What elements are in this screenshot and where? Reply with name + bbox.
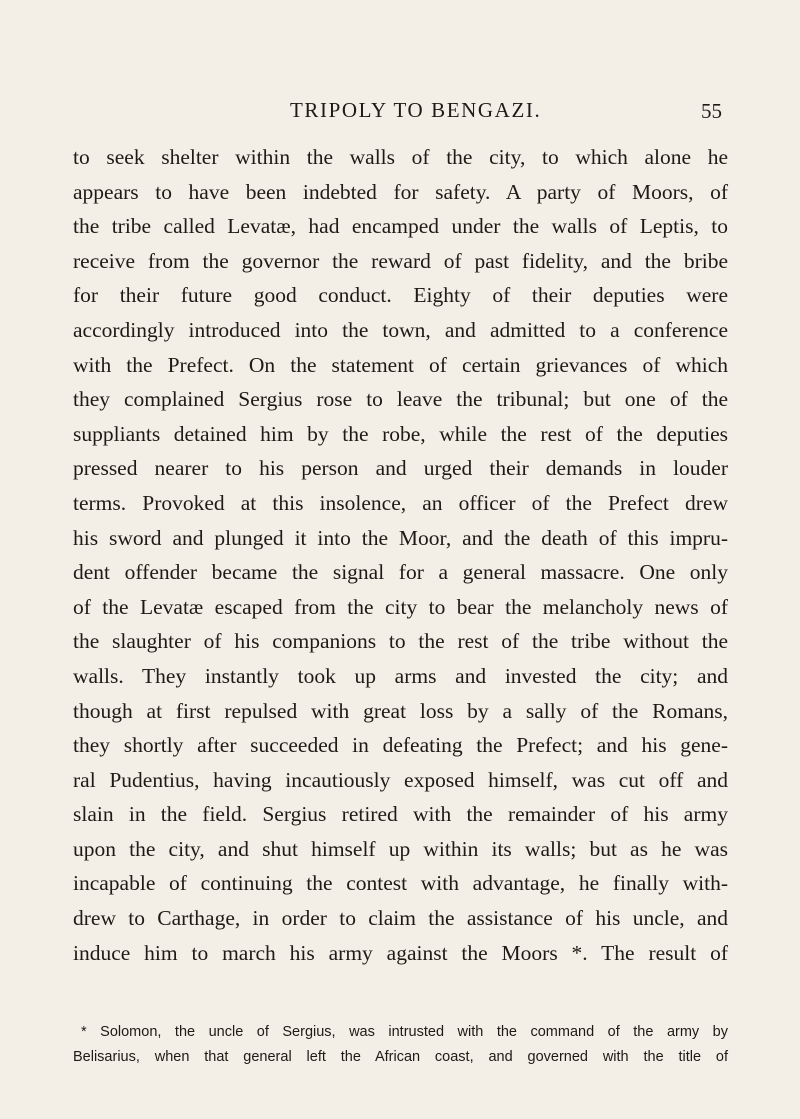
footnote — [73, 1020, 728, 1070]
text-line: pressed nearer to his person and urged their demands in louder — [73, 456, 728, 481]
text-line: for their future good conduct. Eighty of their deputies were — [73, 283, 728, 308]
footnote-line: * Solomon, the uncle of Sergius, was intrusted with the command of the army by — [81, 1024, 728, 1040]
text-line: walls. They instantly took up arms and invested the city; and — [73, 663, 728, 688]
text-line: to seek shelter within the walls of the city, to which alone he — [73, 145, 728, 169]
text-line: dent offender became the signal for a general massacre. One only — [73, 560, 728, 585]
text-line: suppliants detained him by the robe, while the rest of the deputies — [73, 421, 728, 446]
running-head — [0, 98, 800, 132]
text-line: incapable of continuing the contest with advantage, he finally with- — [73, 871, 728, 896]
text-line: though at first repulsed with great loss by a sally of the Romans, — [73, 698, 728, 723]
text-line: receive from the governor the reward of past fidelity, and the bribe — [73, 248, 728, 273]
body-text — [73, 140, 728, 970]
text-line: appears to have been indebted for safety. A party of Moors, of — [73, 179, 728, 204]
footnote-line: Belisarius, when that general left the African coast, and governed with the title of — [73, 1049, 728, 1065]
text-line: the tribe called Levatæ, had encamped under the walls of Leptis, to — [73, 214, 728, 239]
text-line: accordingly introduced into the town, and admitted to a conference — [73, 317, 728, 342]
text-line: terms. Provoked at this insolence, an officer of the Prefect drew — [73, 490, 728, 515]
page-number: 55 — [701, 99, 722, 123]
text-line: ral Pudentius, having incautiously exposed himself, was cut off and — [73, 767, 728, 792]
text-line: of the Levatæ escaped from the city to bear the melancholy news of — [73, 594, 728, 619]
text-line: they complained Sergius rose to leave the tribunal; but one of the — [73, 387, 728, 412]
text-line: drew to Carthage, in order to claim the assistance of his uncle, and — [73, 906, 728, 931]
text-line: with the Prefect. On the statement of certain grievances of which — [73, 352, 728, 377]
text-line: his sword and plunged it into the Moor, and the death of this impru- — [73, 525, 728, 550]
running-title: TRIPOLY TO BENGAZI. — [290, 98, 542, 122]
text-line: slain in the field. Sergius retired with the remainder of his army — [73, 802, 728, 827]
text-line: induce him to march his army against the Moors *. The result of — [73, 940, 728, 965]
text-line: they shortly after succeeded in defeating the Prefect; and his gene- — [73, 733, 728, 758]
text-line: the slaughter of his companions to the rest of the tribe without the — [73, 629, 728, 654]
text-line: upon the city, and shut himself up within its walls; but as he was — [73, 836, 728, 861]
